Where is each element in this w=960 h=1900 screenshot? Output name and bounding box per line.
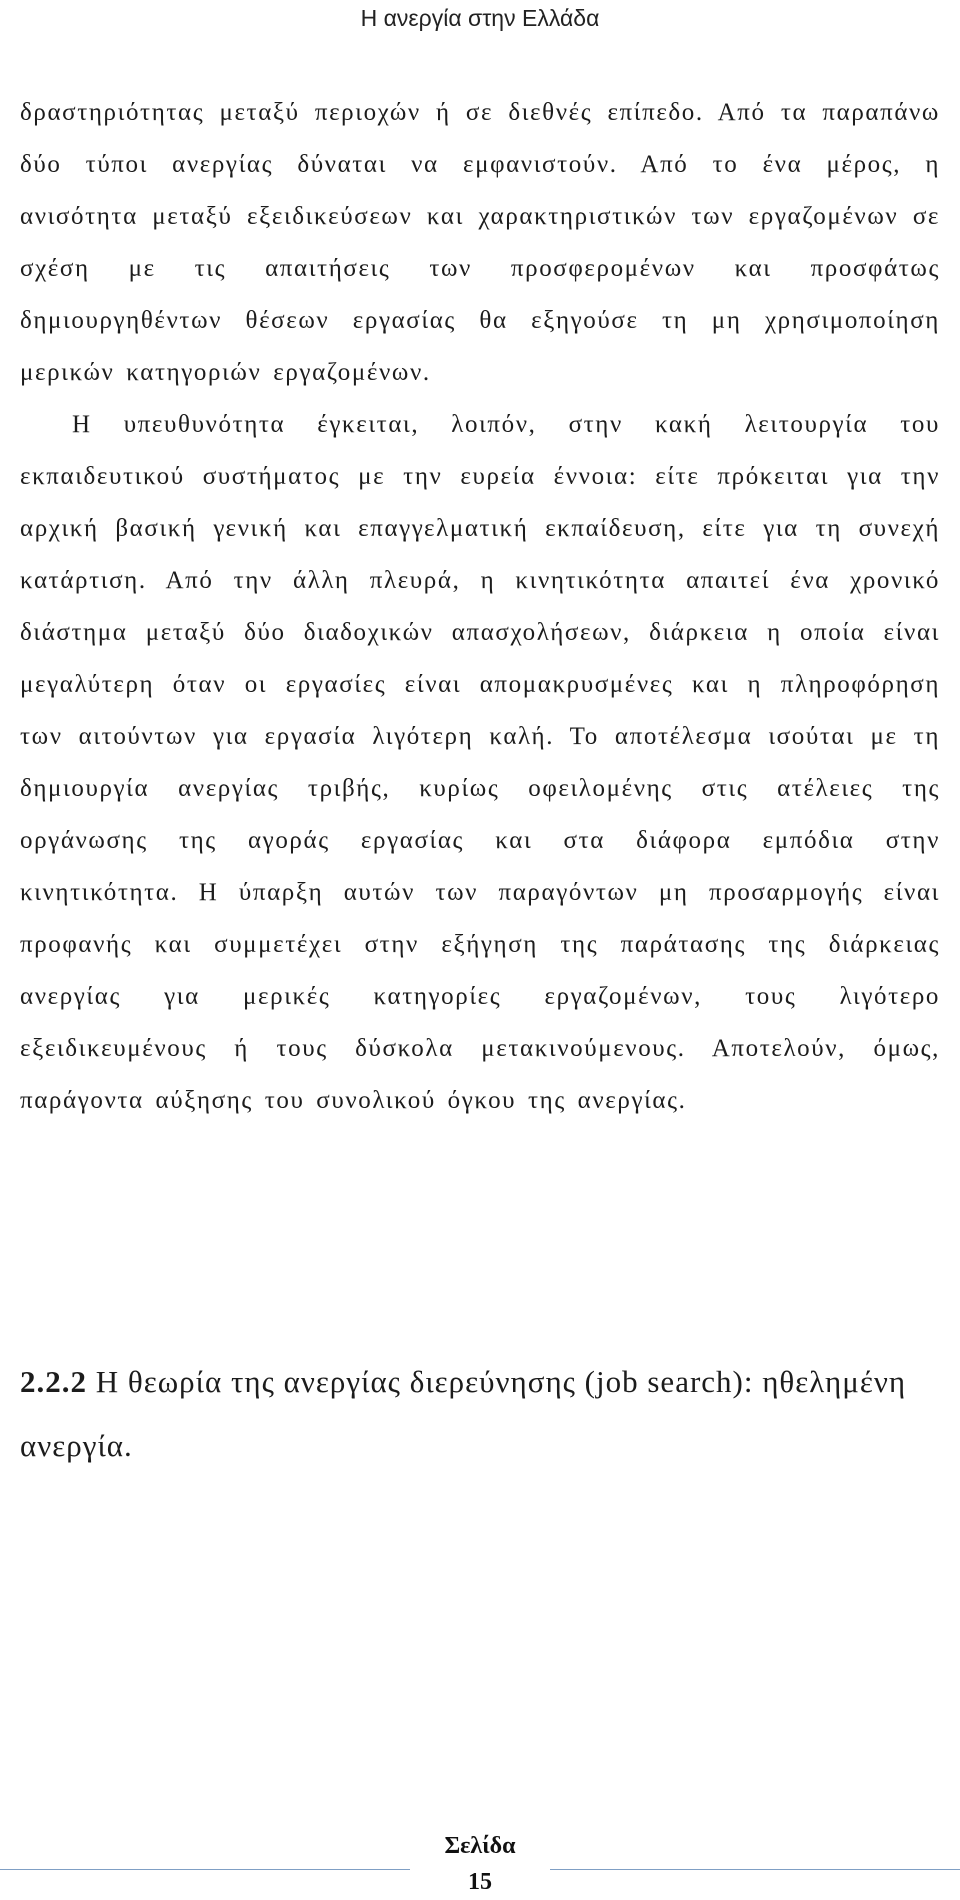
paragraph-continuation: δραστηριότητας μεταξύ περιοχών ή σε διεθνές επίπεδο. Από τα παραπάνω δύο τύποι ανεργίας δύναται να εμφανιστούν. Από το ένα μέρος, η ανισότητα μεταξύ εξειδικεύσεων και χαρακτηριστικών των εργαζομένων σε σχέση με τις απαιτήσεις των προσφερομένων και προσφάτως δημιουργηθέντων θέσεων εργασίας θα εξηγούσε τη μη χρησιμοποίηση μερικών κατηγοριών εργαζομένων. [20,99,940,386]
section-number: 2.2.2 [20,1364,87,1399]
footer-rule-left [0,1869,410,1870]
footer-rule-right [550,1869,960,1870]
body-text [20,87,940,1127]
section-title: Η θεωρία της ανεργίας διερεύνησης (job search): ηθελημένη ανεργία. [20,1364,907,1463]
page-label: Σελίδα [444,1833,516,1859]
section-heading [20,1350,940,1478]
paragraph: Η υπευθυνότητα έγκειται, λοιπόν, στην κακή λειτουργία του εκπαιδευτικού συστήματος με την ευρεία έννοια: είτε πρόκειται για την αρχική βασική γενική και επαγγελματική εκπαίδευση, είτε για τη συνεχή κατάρτιση. Από την άλλη πλευρά, η κινητικότητα απαιτεί ένα χρονικό διάστημα μεταξύ δύο διαδοχικών απασχολήσεων, διάρκεια η οποία είναι μεγαλύτερη όταν οι εργασίες είναι απομακρυσμένες και η πληροφόρηση των αιτούντων για εργασία λιγότερη καλή. Το αποτέλεσμα ισούται με τη δημιουργία ανεργίας τριβής, κυρίως οφειλομένης στις ατέλειες της οργάνωσης της αγοράς εργασίας και στα διάφορα εμπόδια στην κινητικότητα. Η ύπαρξη αυτών των παραγόντων μη προσαρμογής είναι προφανής και συμμετέχει στην εξήγηση της παράτασης της διάρκειας ανεργίας για μερικές κατηγορίες εργαζομένων, τους λιγότερο εξειδικευμένους ή τους δύσκολα μετακινούμενους. Αποτελούν, όμως, παράγοντα αύξησης του συνολικού όγκου της ανεργίας. [20,411,940,1114]
running-header-title: Η ανεργία στην Ελλάδα [360,5,600,31]
page-number: 15 [468,1869,492,1895]
